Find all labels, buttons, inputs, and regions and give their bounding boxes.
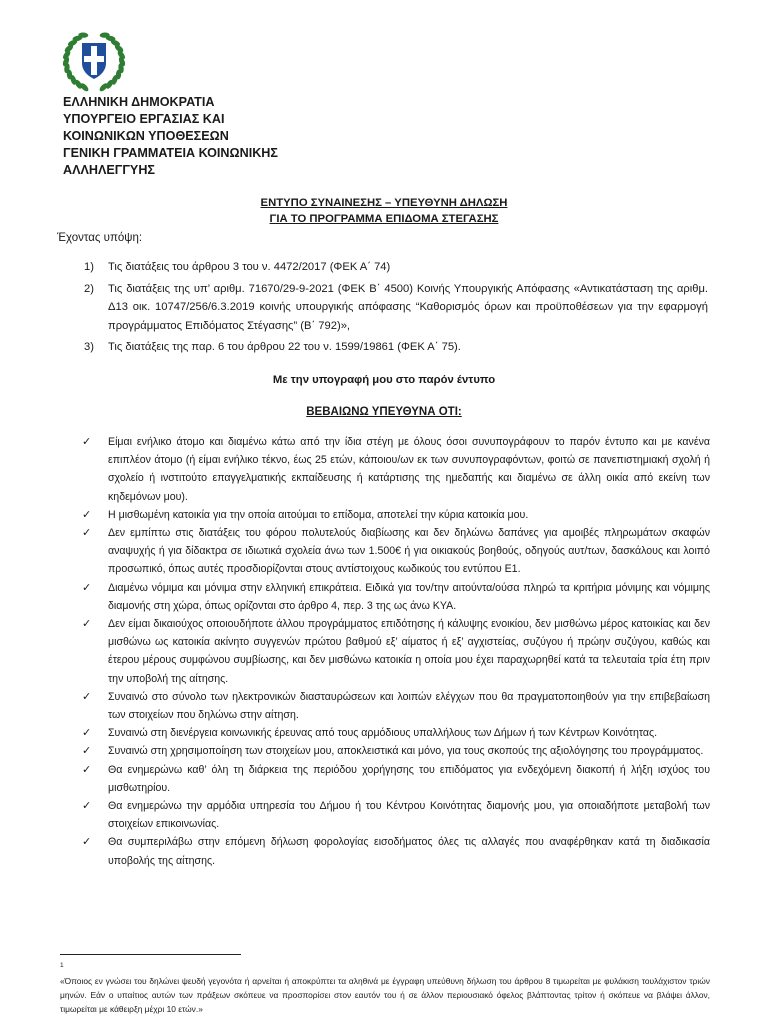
declaration-item xyxy=(84,433,710,506)
declaration-item xyxy=(84,797,710,833)
title-line-2: ΓΙΑ ΤΟ ΠΡΟΓΡΑΜΜΑ ΕΠΙΔΟΜΑ ΣΤΕΓΑΣΗΣ xyxy=(269,213,499,225)
title-line-1: ΕΝΤΥΠΟ ΣΥΝΑΙΝΕΣΗΣ – ΥΠΕΥΘΥΝΗ ΔΗΛΩΣΗ xyxy=(260,197,508,209)
declaration-item xyxy=(84,524,710,579)
reference-item xyxy=(84,258,708,277)
reference-item xyxy=(84,280,708,336)
reference-number: 3) xyxy=(84,341,94,353)
checkmark-icon: ✓ xyxy=(82,436,92,448)
org-line: ΕΛΛΗΝΙΚΗ ΔΗΜΟΚΡΑΤΙΑ xyxy=(63,95,215,109)
declaration-item xyxy=(84,506,710,524)
reference-number: 1) xyxy=(84,261,94,273)
declaration-text: Η μισθωμένη κατοικία για την οποία αιτούμαι το επίδομα, αποτελεί την κύρια κατοικία μου. xyxy=(108,508,529,521)
declaration-heading: ΒΕΒΑΙΩΝΩ ΥΠΕΥΘΥΝΑ ΟΤΙ: xyxy=(306,406,462,418)
reference-text: Τις διατάξεις της παρ. 6 του άρθρου 22 του ν. 1599/19861 (ΦΕΚ Α΄ 75). xyxy=(108,341,461,353)
references-list xyxy=(84,258,708,360)
footnote-separator xyxy=(60,954,241,955)
checkmark-icon: ✓ xyxy=(82,508,92,521)
checkmark-icon: ✓ xyxy=(82,690,92,703)
reference-number: 2) xyxy=(84,282,94,295)
org-line: ΓΕΝΙΚΗ ΓΡΑΜΜΑΤΕΙΑ ΚΟΙΝΩΝΙΚΗΣ xyxy=(63,146,278,160)
declaration-item xyxy=(84,724,710,742)
declaration-text: Θα ενημερώνω την αρμόδια υπηρεσία του Δήμου ή του Κέντρου Κοινότητας διαμονής μου, για οποιαδήποτε μεταβολή των στοιχείων επικοινωνίας. xyxy=(108,800,710,831)
footnote-marker: 1 xyxy=(60,962,64,969)
checkmark-icon: ✓ xyxy=(82,581,92,594)
declaration-text: Συναινώ στο σύνολο των ηλεκτρονικών διασταυρώσεων και λοιπών ελέγχων που θα πραγματοποιηθούν για την επιβεβαίωση των στοιχείων που δηλώνω στην αίτηση. xyxy=(108,690,710,722)
greek-coat-of-arms-icon xyxy=(60,27,128,95)
issuing-authority xyxy=(63,94,278,179)
declaration-text: Είμαι ενήλικο άτομο και διαμένω κάτω από την ίδια στέγη με όλους όσοι συνυπογράφουν το παρόν έντυπο και με κανένα επιπλέον άτομο (ή είμαι ενήλικο τέκνο, έως 25 ετών, κάποιου/ων εκ των συνυπογραφόντων, φοιτώ σε πανεπιστημιακή σχολή ή σχολείο ή ινστιτούτο επαγγελματικής εκπαίδευσης ή κατάρτισης της ημεδαπής και διαμένω σε άλλη οικία από εκείνη των κηδεμόνων μου). xyxy=(108,436,710,503)
reference-item xyxy=(84,338,708,357)
declaration-text: Δεν εμπίπτω στις διατάξεις του φόρου πολυτελούς διαβίωσης και δεν δηλώνω δαπάνες για αμοιβές πληρωμάτων σκαφών αναψυχής ή για δίδακτρα σε ιδιωτικά σχολεία άνω των 1.500€ ή για οικιακούς βοηθούς, οδηγούς αυτ/των, δασκάλους και λοιπό προσωπικό, όπως αυτές προσδιορίζονται στους αντίστοιχους κωδικούς του εντύπου Ε1. xyxy=(108,527,710,576)
declaration-item xyxy=(84,688,710,724)
checkmark-icon: ✓ xyxy=(82,727,92,740)
declaration-text: Δεν είμαι δικαιούχος οποιουδήποτε άλλου προγράμματος επιδότησης ή κάλυψης ενοικίου, δεν μισθώνω μέρος κατοικίας και δεν μισθώνω ως κατοικία ακίνητο συγγενών πρώτου βαθμού εξ’ αίματος ή εξ’ αγχιστείας, συζύγου ή πρώην συζύγου, καθώς και έτερου μέρους συμφώνου συμβίωσης, και δεν μισθώνω κατοικία η οποία μου έχει παραχωρηθεί κατά τα τελευταία τρία έτη πριν την υποβολή της αίτησης. xyxy=(108,618,710,685)
footnote-text: «Όποιος εν γνώσει του δηλώνει ψευδή γεγονότα ή αρνείται ή αποκρύπτει τα αληθινά με έγγραφη υπεύθυνη δήλωση του άρθρου 8 τιμωρείται με φυλάκιση τουλάχιστον τριών μηνών. Εάν ο υπαίτιος αυτών των πράξεων σκόπευε να προσπορίσει στον εαυτόν του ή σε άλλον περιουσιακό όφελος βλάπτοντας τρίτον ή σκόπευε να βλάψει άλλον, τιμωρείται με κάθειρξη μέχρι 10 ετών.» xyxy=(60,976,710,1014)
checkmark-icon: ✓ xyxy=(82,618,92,631)
checkmark-icon: ✓ xyxy=(82,836,92,849)
declaration-item xyxy=(84,833,710,869)
declaration-text: Συναινώ στη χρησιμοποίηση των στοιχείων μου, αποκλειστικά και μόνο, για τους σκοπούς της αξιολόγησης του προγράμματος. xyxy=(108,745,704,758)
checkmark-icon: ✓ xyxy=(82,527,92,540)
declaration-item xyxy=(84,579,710,615)
intro-text: Έχοντας υπόψη: xyxy=(57,232,143,244)
declaration-text: Διαμένω νόμιμα και μόνιμα στην ελληνική επικράτεια. Ειδικά για τον/την αιτούντα/ούσα πληρώ τα κριτήρια μόνιμης και νόμιμης διαμονής στη χώρα, όπως ορίζονται στο άρθρο 4, περ. 3 της ως άνω ΚΥΑ. xyxy=(108,581,710,612)
declaration-text: Θα ενημερώνω καθ’ όλη τη διάρκεια της περιόδου χορήγησης του επιδόματος για ενδεχόμενη διακοπή ή λήξη ισχύος του μισθωτηρίου. xyxy=(108,763,710,794)
org-line: ΥΠΟΥΡΓΕΙΟ ΕΡΓΑΣΙΑΣ ΚΑΙ xyxy=(63,112,225,126)
declaration-item xyxy=(84,615,710,688)
reference-text: Τις διατάξεις της υπ’ αριθμ. 71670/29-9-2021 (ΦΕΚ Β΄ 4500) Κοινής Υπουργικής Απόφασης «Αντικατάσταση της αριθμ. Δ13 οικ. 10747/256/6.3.2019 κοινής υπουργικής απόφασης “Καθορισμός όρων και προϋποθέσεων για την εφαρμογή προγράμματος Επιδόματος Στέγασης” (Β΄ 792)», xyxy=(108,282,708,332)
document-title xyxy=(0,195,768,227)
checkmark-icon: ✓ xyxy=(82,800,92,813)
checkmark-icon: ✓ xyxy=(82,745,92,758)
declaration-text: Θα συμπεριλάβω στην επόμενη δήλωση φορολογίας εισοδήματος όλες τις αλλαγές που αναφέρθηκαν κατά τη διαδικασία υποβολής της αίτησης. xyxy=(108,836,710,867)
declarations-list xyxy=(84,433,710,870)
org-line: ΚΟΙΝΩΝΙΚΩΝ ΥΠΟΘΕΣΕΩΝ xyxy=(63,129,229,143)
declaration-text: Συναινώ στη διενέργεια κοινωνικής έρευνας από τους αρμόδιους υπαλλήλους των Δήμων ή των Κέντρων Κοινότητας. xyxy=(108,727,658,740)
checkmark-icon: ✓ xyxy=(82,763,92,776)
declaration-item xyxy=(84,761,710,797)
org-line: ΑΛΛΗΛΕΓΓΥΗΣ xyxy=(63,163,155,177)
signature-statement: Με την υπογραφή μου στο παρόν έντυπο xyxy=(272,374,496,386)
reference-text: Τις διατάξεις του άρθρου 3 του ν. 4472/2017 (ΦΕΚ Α΄ 74) xyxy=(108,261,391,273)
footnote xyxy=(60,960,710,1016)
declaration-item xyxy=(84,742,710,760)
